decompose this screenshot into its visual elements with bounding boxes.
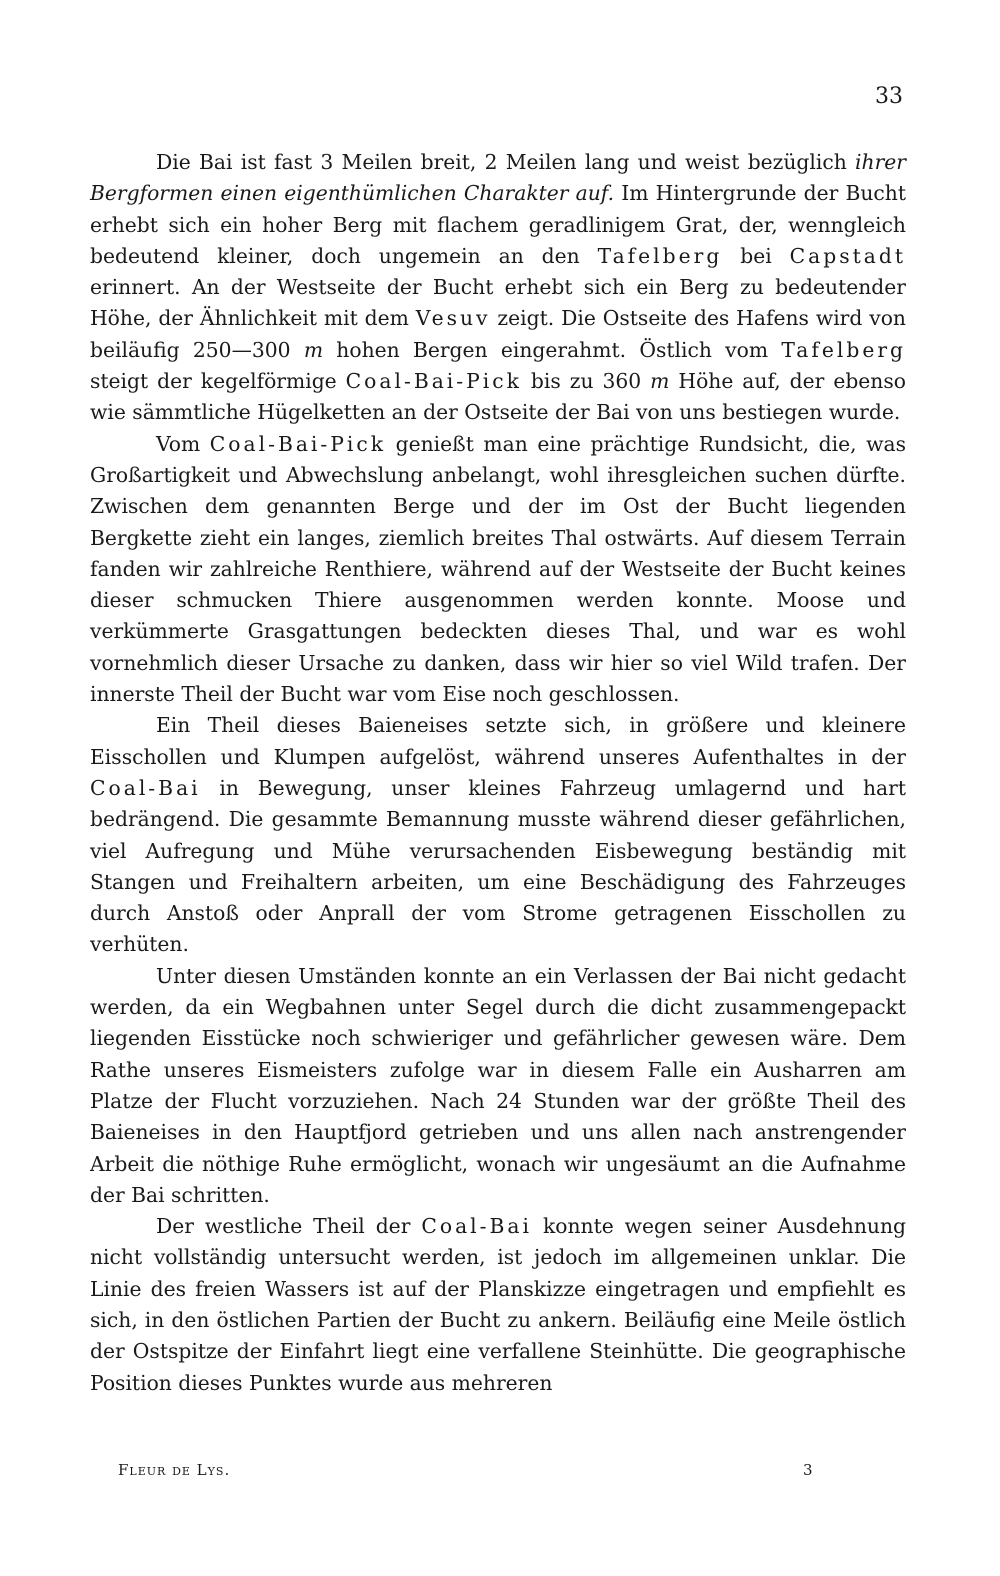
text-run: zeigt. Die Ostseite des Hafens wird von beiläufig 250—300 [90,306,906,362]
text-run: Im Hintergrunde der Bucht erhebt sich ein hoher Berg mit flachem geradlinigem Grat, der, wenngleich bedeutend kleiner, doch ungemein an den [90,181,906,268]
italic-text: m [303,337,324,362]
paragraph [90,147,906,429]
italic-text: m [650,369,670,394]
text-run: Vom [156,431,210,456]
sheet-number: 3 [803,1461,813,1479]
text-run: bei [722,243,790,268]
spaced-name: Coal-Bai-Pick [209,431,387,456]
text-run: Unter diesen Umständen konnte an ein Verlassen der Bai nicht gedacht werden, da ein Wegbahnen unter Segel durch die dicht zusammengepackt liegenden Eisstücke noch schwieriger und gefährlicher gewesen wäre. Dem Rathe unseres Eismeisters zufolge war in diesem Falle ein Ausharren am Platze der Flucht vorzuziehen. Nach 24 Stunden war der größte Theil des Baieneises in den Hauptfjord getrieben und uns allen nach anstrengender Arbeit die nöthige Ruhe ermöglicht, wonach wir ungesäumt an die Aufnahme der Bai schritten. [90,963,906,1207]
text-run: steigt der kegelförmige [90,369,346,394]
spaced-name: Tafelberg [597,243,723,268]
spaced-name: Coal-Bai [421,1214,532,1239]
paragraph [90,1211,906,1399]
text-run: Der westliche Theil der [156,1214,422,1239]
text-run: genießt man eine prächtige Rundsicht, die, was Großartigkeit und Abwechslung anbelangt, wohl ihresgleichen suchen dürfte. Zwischen dem genannten Berge und der im Ost der Bucht liegenden Bergkette zieht ein langes, ziemlich breites Thal ostwärts. Auf diesem Terrain fanden wir zahlreiche Renthiere, während auf der Westseite der Bucht keines dieser schmucken Thiere ausgenommen werden konnte. Moose und verkümmerte Grasgattungen bedeckten dieses Thal, und war es wohl vornehmlich dieser Ursache zu danken, dass wir hier so viel Wild trafen. Der innerste Theil der Bucht war vom Eise noch geschlossen. [90,431,906,707]
paragraph [90,710,906,960]
spaced-name: Tafelberg [781,337,907,362]
spaced-name: Coal-Bai-Pick [345,369,522,394]
paragraph [90,961,906,1211]
paragraph [90,429,906,711]
spaced-name: Vesuv [415,306,491,331]
page-number: 33 [875,84,903,109]
italic-text: ihrer Bergformen einen eigenthümlichen Charakter auf. [90,150,906,206]
text-run: bis zu 360 [521,369,651,394]
text-run: Die Bai ist fast 3 Meilen breit, 2 Meilen lang und weist bezüglich [156,150,856,174]
spaced-name: Coal-Bai [90,775,201,800]
text-run: hohen Bergen eingerahmt. Östlich vom [323,337,782,362]
text-run: in Bewegung, unser kleines Fahrzeug umlagernd und hart bedrängend. Die gesammte Bemannung musste während dieser gefährlichen, viel Aufregung und Mühe verursachenden Eisbewegung beständig mit Stangen und Freihaltern arbeiten, um eine Beschädigung des Fahrzeuges durch Anstoß oder Anprall der vom Strome getragenen Eisschollen zu verhüten. [90,775,906,957]
body-text [90,147,906,1399]
text-run: Höhe auf, der ebenso wie sämmtliche Hügelketten an der Ostseite der Bai von uns bestiegen wurde. [90,369,906,425]
sheet-signature: Fleur de Lys. [118,1461,231,1479]
text-run: konnte wegen seiner Ausdehnung nicht vollständig untersucht werden, ist jedoch im allgemeinen unklar. Die Linie des freien Wassers ist auf der Planskizze eingetragen und empfiehlt es sich, in den östlichen Partien der Bucht zu ankern. Beiläufig eine Meile östlich der Ostspitze der Einfahrt liegt eine verfallene Steinhütte. Die geographische Position dieses Punktes wurde aus mehreren [90,1214,906,1395]
text-run: erinnert. An der Westseite der Bucht erhebt sich ein Berg zu bedeutender Höhe, der Ähnlichkeit mit dem [90,275,906,331]
text-run: Ein Theil dieses Baieneises setzte sich, in größere und kleinere Eisschollen und Klumpen aufgelöst, während unseres Aufenthaltes in der [90,713,906,769]
spaced-name: Capstadt [789,243,906,268]
